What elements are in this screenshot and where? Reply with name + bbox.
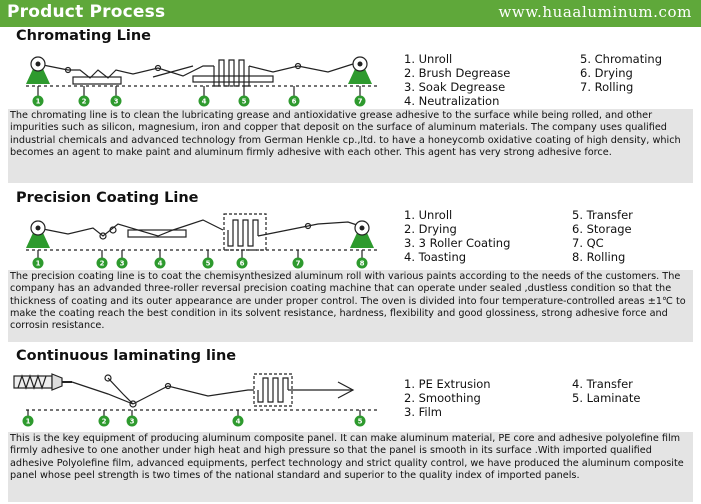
- step-item: 4. Transfer: [572, 377, 633, 391]
- chromating-line-diagram: [8, 44, 392, 114]
- step-item: 4. Toasting: [404, 250, 467, 264]
- step-item: 8. Rolling: [572, 250, 626, 264]
- website-url[interactable]: www.huaaluminum.com: [498, 3, 692, 21]
- step-marker-label: 7: [295, 259, 301, 268]
- step-marker-label: 7: [357, 97, 363, 106]
- step-marker-label: 2: [99, 259, 105, 268]
- step-marker-label: 5: [357, 417, 363, 426]
- step-marker-label: 1: [25, 417, 31, 426]
- step-marker-label: 3: [113, 97, 119, 106]
- step-marker-label: 5: [205, 259, 211, 268]
- step-marker-label: 5: [241, 97, 247, 106]
- step-item: 7. Rolling: [580, 80, 634, 94]
- step-item: 7. QC: [572, 236, 604, 250]
- step-item: 3. Film: [404, 405, 442, 419]
- laminating-description: This is the key equipment of producing aluminum composite panel. It can make aluminum material, PE core and adhesive polyolefine film firmly adhesive to one another under high heat and high pressure so that the panel is smooth in its surface .With imported qualified adhesive Polyolefine film, advanced equipments, perfect technology and strict quality control, we have produced the aluminum composite panel whose peel strength is two times of the national standard and superior to the quality index of imported panels.: [8, 432, 693, 502]
- section-title-laminating: Continuous laminating line: [16, 348, 237, 364]
- step-marker-label: 6: [239, 259, 245, 268]
- step-item: 6. Drying: [580, 66, 633, 80]
- step-marker-label: 1: [35, 97, 41, 106]
- step-marker-label: 3: [119, 259, 125, 268]
- step-item: 2. Smoothing: [404, 391, 481, 405]
- step-marker-label: 2: [101, 417, 107, 426]
- step-item: 5. Transfer: [572, 208, 633, 222]
- header-bar: [0, 0, 701, 27]
- step-item: 5. Laminate: [572, 391, 641, 405]
- laminating-steps-legend: [404, 377, 694, 421]
- step-item: 4. Neutralization: [404, 94, 500, 108]
- step-item: 2. Drying: [404, 222, 457, 236]
- step-item: 1. Unroll: [404, 208, 453, 222]
- step-marker-label: 8: [359, 259, 365, 268]
- section-title-chromating: Chromating Line: [16, 28, 151, 44]
- step-marker-label: 4: [157, 259, 163, 268]
- laminating-line-diagram: [8, 363, 392, 433]
- step-marker-label: 2: [81, 97, 87, 106]
- step-marker-label: 4: [201, 97, 207, 106]
- chromating-steps-legend: [404, 52, 694, 110]
- step-item: 1. PE Extrusion: [404, 377, 491, 391]
- coating-steps-legend: [404, 208, 694, 266]
- step-item: 5. Chromating: [580, 52, 662, 66]
- page-title: Product Process: [7, 2, 166, 22]
- step-item: 3. Soak Degrease: [404, 80, 506, 94]
- chromating-description: The chromating line is to clean the lubricating grease and antioxidative grease adhesive to the surface while being rolled, and other impurities such as silicon, magnesium, iron and copper that deposit on the surface of aluminum materials. The company uses qualified industrial chemicals and advanced technology from German Henkle cp.,ltd. to have a honeycomb oxidative coating of high density, which becomes an agent to make paint and aluminum firmly adhesive with each other. This agent has very strong adhesive force.: [8, 109, 693, 183]
- step-item: 1. Unroll: [404, 52, 453, 66]
- coating-description: The precision coating line is to coat the chemisynthesized aluminum roll with various paints according to the needs of the customers. The company has an advanded three-roller reversal precision coating machine that can operate under sealed ,dustless condition so that the thickness of coating and its outer appearance are under proper control. The oven is divided into four temperature-controlled areas ±1℃ to make the coating reach the best condition in its solvent resistance, hardness, flexibility and good glossiness, strong adhesive force and corrosin resistance.: [8, 270, 693, 342]
- precision-coating-line-diagram: [8, 206, 392, 276]
- step-marker-label: 1: [35, 259, 41, 268]
- step-marker-label: 4: [235, 417, 241, 426]
- step-item: 3. 3 Roller Coating: [404, 236, 511, 250]
- step-item: 6. Storage: [572, 222, 632, 236]
- step-marker-label: 3: [129, 417, 135, 426]
- step-item: 2. Brush Degrease: [404, 66, 511, 80]
- section-title-coating: Precision Coating Line: [16, 190, 199, 206]
- step-marker-label: 6: [291, 97, 297, 106]
